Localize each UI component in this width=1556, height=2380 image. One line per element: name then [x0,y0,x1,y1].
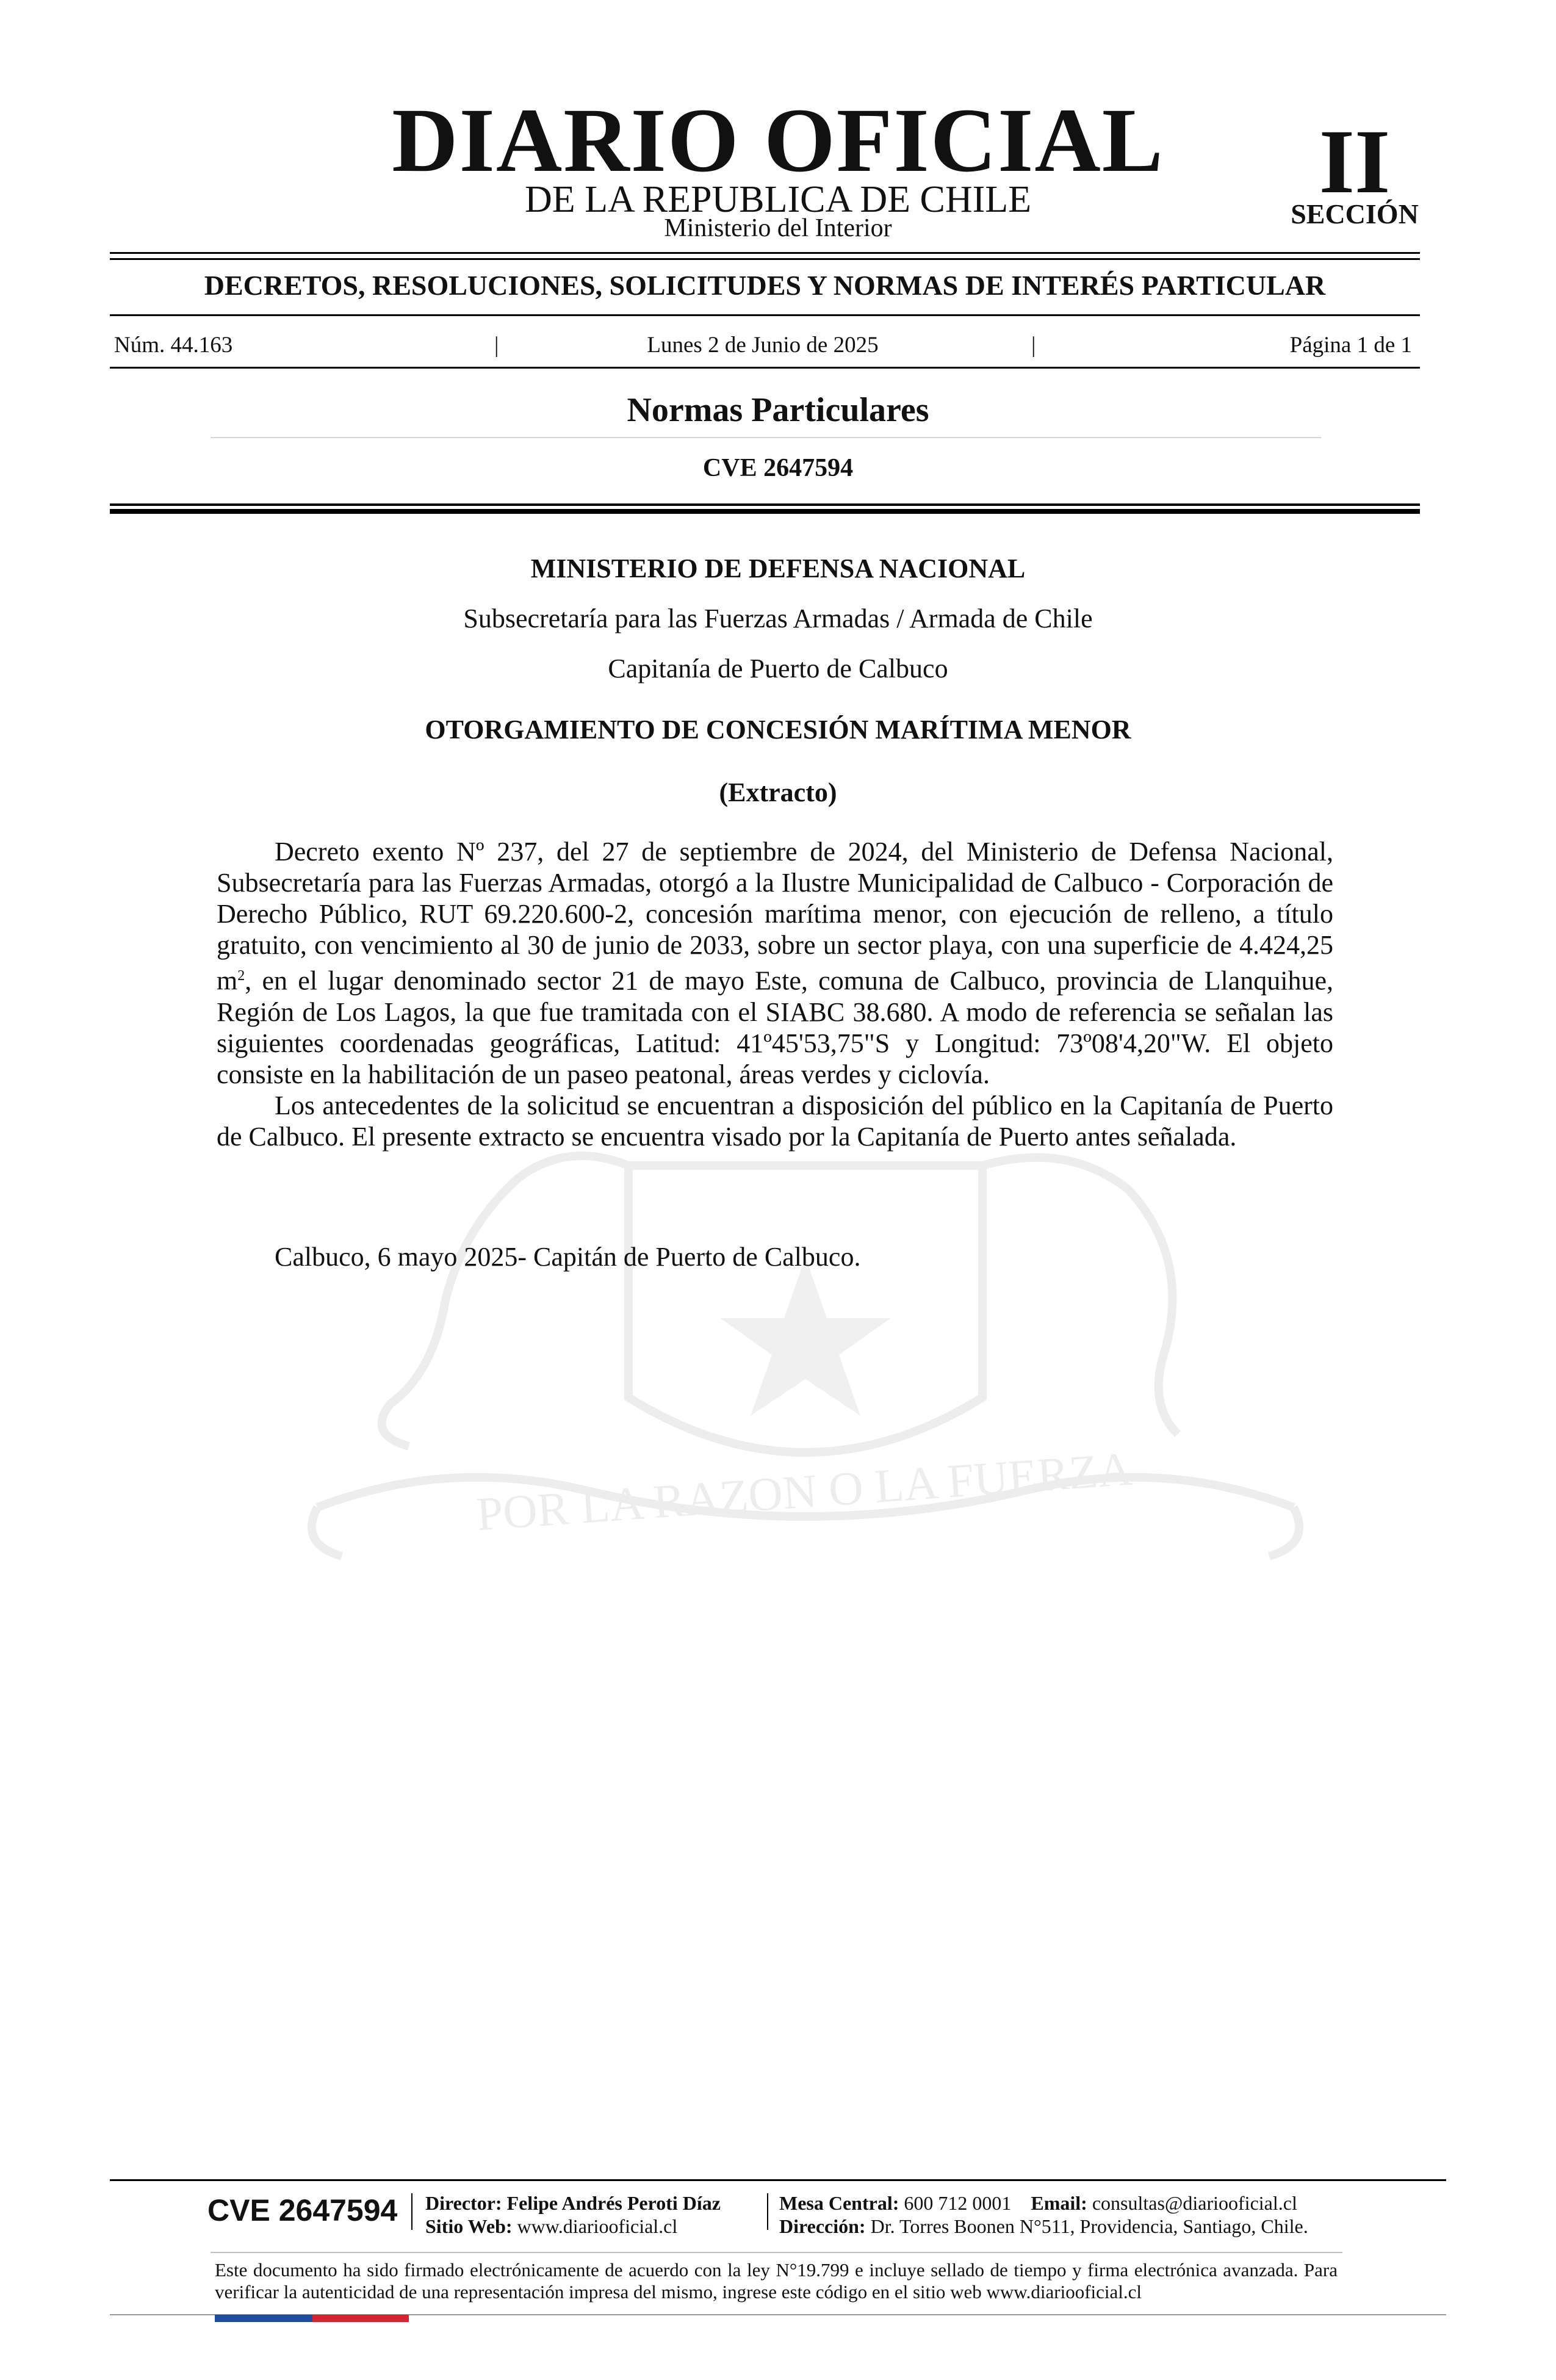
meta-separator: | [1031,333,1036,358]
cve-rule [110,503,1420,506]
website-link[interactable]: www.diariooficial.cl [517,2215,678,2237]
footer-cve-code: CVE 2647594 [207,2193,398,2227]
director-name: Felipe Andrés Peroti Díaz [506,2192,721,2214]
header-rule-top-2 [110,258,1420,260]
issue-date: Lunes 2 de Junio de 2025 [647,333,879,358]
footer-contact-block [779,2191,1353,2238]
section-label: SECCIÓN [1291,198,1419,229]
section-number: II [1319,111,1391,212]
flag-stripe-red [312,2315,409,2322]
address-value: Dr. Torres Boonen N°511, Providencia, Santiago, Chile. [870,2215,1308,2237]
website-label: Sitio Web: [425,2215,513,2237]
coat-of-arms-watermark [262,1117,1349,1666]
meta-rule [110,367,1420,369]
headline-rule [110,314,1420,316]
body-paragraph-1 [217,836,1333,1090]
phone-number: 600 712 0001 [904,2192,1012,2214]
email-label: Email: [1031,2192,1087,2214]
section-headline: DECRETOS, RESOLUCIONES, SOLICITUDES Y NORMAS DE INTERÉS PARTICULAR [204,270,1326,301]
page-indicator: Página 1 de 1 [1289,333,1412,358]
footer-separator [767,2193,768,2230]
meta-separator: | [494,333,499,358]
newspaper-title: DIARIO OFICIAL [392,90,1164,191]
body-paragraph-1-part-a: Decreto exento Nº 237, del 27 de septiembre de 2024, del Ministerio de Defensa Nacional, Subsecretaría para las Fuerzas Armadas, otorgó a la Ilustre Municipalidad de Calbuco - Corporación de Derecho Público, RUT 69.220.600-2, concesión marítima menor, con ejecución de relleno, a título gratuito, con vencimiento al 30 de junio de 2033, sobre un sector playa, con una superficie de 4.424,25 m [217,837,1333,996]
footer-director-block [425,2191,767,2238]
email-link[interactable]: consultas@diariooficial.cl [1092,2192,1297,2214]
section-title: Normas Particulares [627,391,929,429]
address-label: Dirección: [779,2215,866,2237]
document-heading: OTORGAMIENTO DE CONCESIÓN MARÍTIMA MENOR [425,715,1131,745]
seal-motto: POR LA RAZON O LA FUERZA [474,1441,1134,1541]
body-paragraph-1-part-b: , en el lugar denominado sector 21 de mayo Este, comuna de Calbuco, provincia de Llanquihue, Región de Los Lagos, la que fue tramitada con el SIABC 38.680. A modo de referencia se señalan las siguientes coordenadas geográficas, Latitud: 41º45'53,75"S y Longitud: 73º08'4,20"W. El objeto consiste en la habilitación de un paseo peatonal, áreas verdes y ciclovía. [217,965,1333,1089]
document-signature: Calbuco, 6 mayo 2025- Capitán de Puerto de Calbuco. [275,1242,861,1272]
document-subsecretaria: Subsecretaría para las Fuerzas Armadas / Armada de Chile [463,604,1093,633]
cve-rule-thick [110,509,1420,514]
cve-code: CVE 2647594 [702,454,854,482]
body-paragraph-2: Los antecedentes de la solicitud se encuentran a disposición del público en la Capitanía de Puerto de Calbuco. El presente extracto se encuentra visado por la Capitanía de Puerto antes señalada. [217,1090,1333,1152]
header-rule-top [110,252,1420,254]
footer-divider [211,2252,1342,2253]
issue-number: Núm. 44.163 [114,333,233,358]
newspaper-ministry: Ministerio del Interior [664,214,892,242]
document-ministry: MINISTERIO DE DEFENSA NACIONAL [530,554,1026,583]
signature-notice: Este documento ha sido firmado electrónicamente de acuerdo con la ley N°19.799 e incluye sellado de tiempo y firma electrónica avanzada. Para verificar la autenticidad de una representación impresa del mismo, ingrese este código en el sitio web www.diariooficial.cl [215,2259,1338,2302]
director-label: Director: [425,2192,502,2214]
document-capitania: Capitanía de Puerto de Calbuco [608,654,948,683]
document-body [217,836,1333,1152]
footer-separator [411,2193,412,2230]
footer-rule [110,2179,1446,2181]
flag-stripe-blue [215,2315,312,2322]
newspaper-subtitle: DE LA REPUBLICA DE CHILE [524,179,1032,220]
section-divider [211,437,1321,438]
document-extract-label: (Extracto) [719,777,837,807]
phone-label: Mesa Central: [779,2192,899,2214]
area-unit-superscript: 2 [237,968,245,984]
